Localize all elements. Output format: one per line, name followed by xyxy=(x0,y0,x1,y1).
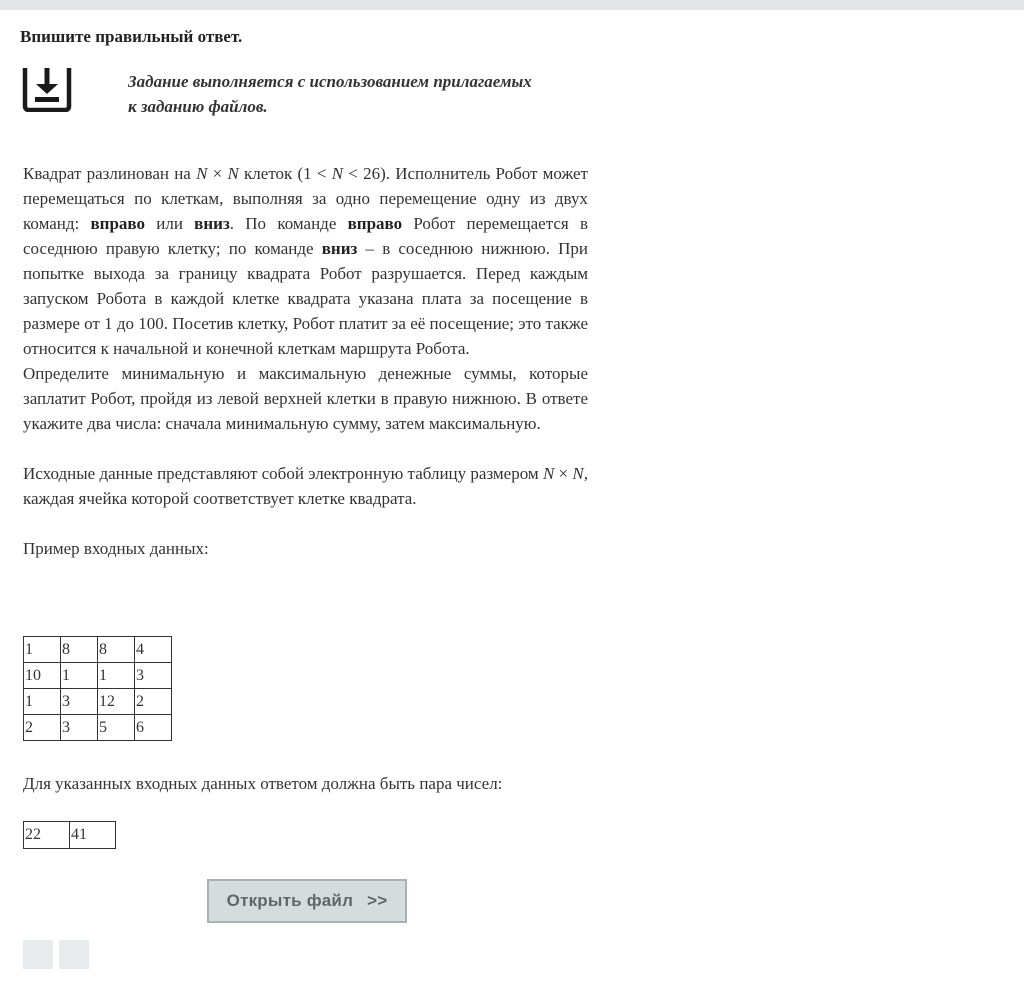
table-row xyxy=(24,637,172,663)
table-cell: 1 xyxy=(24,689,61,715)
task-text xyxy=(23,161,588,561)
table-cell: 6 xyxy=(135,715,172,741)
task-paragraph-3: Исходные данные представляют собой электронную таблицу размером N × N, каждая ячейка которой соответствует клетке квадрата. xyxy=(23,464,588,508)
table-cell: 1 xyxy=(98,663,135,689)
table-row xyxy=(24,822,116,849)
files-note xyxy=(128,69,588,119)
table-cell: 2 xyxy=(135,689,172,715)
table-cell: 5 xyxy=(98,715,135,741)
example-input-table xyxy=(23,636,172,741)
open-file-label: Открыть файл xyxy=(226,891,354,910)
files-note-line2: к заданию файлов. xyxy=(128,97,268,116)
answer-table xyxy=(23,821,116,849)
table-cell: 8 xyxy=(61,637,98,663)
task-paragraph-1: Квадрат разлинован на N × N клеток (1 < N < 26). Исполнитель Робот может перемещаться по клеткам, выполняя за одно перемещение одну из двух команд: вправо или вниз. По команде вправо Робот перемещается в соседнюю правую клетку; по команде вниз – в соседнюю нижнюю. При попытке выхода за границу квадрата Робот разрушается. Перед каждым запуском Робота в каждой клетке квадрата указана плата за посещение в размере от 1 до 100. Посетив клетку, Робот платит за её посещение; это также относится к начальной и конечной клеткам маршрута Робота. xyxy=(23,164,588,358)
answer-max-cell: 41 xyxy=(70,822,116,849)
double-chevron-right-icon: >> xyxy=(367,891,388,910)
table-cell: 4 xyxy=(135,637,172,663)
table-row xyxy=(24,689,172,715)
answer-min-cell: 22 xyxy=(24,822,70,849)
download-icon xyxy=(21,66,73,112)
table-cell: 3 xyxy=(135,663,172,689)
top-bar xyxy=(0,0,1024,10)
table-row xyxy=(24,715,172,741)
table-cell: 1 xyxy=(24,637,61,663)
task-paragraph-2: Определите минимальную и максимальную денежные суммы, которые заплатит Робот, пройдя из левой верхней клетки в правую нижнюю. В ответе укажите два числа: сначала минимальную сумму, затем максимальную. xyxy=(23,364,588,433)
table-cell: 3 xyxy=(61,689,98,715)
table-cell: 12 xyxy=(98,689,135,715)
table-cell: 1 xyxy=(61,663,98,689)
answer-description xyxy=(23,771,588,796)
open-file-button[interactable] xyxy=(207,879,407,923)
table-cell: 3 xyxy=(61,715,98,741)
answer-label: Для указанных входных данных ответом должна быть пара чисел: xyxy=(23,774,503,793)
answer-slot-1[interactable] xyxy=(23,940,53,969)
table-row xyxy=(24,663,172,689)
instruction-heading: Впишите правильный ответ. xyxy=(20,27,243,46)
table-cell: 8 xyxy=(98,637,135,663)
table-cell: 10 xyxy=(24,663,61,689)
answer-slot-2[interactable] xyxy=(59,940,89,969)
table-cell: 2 xyxy=(24,715,61,741)
files-note-line1: Задание выполняется с использованием прилагаемых xyxy=(128,72,532,91)
example-input-label: Пример входных данных: xyxy=(23,539,209,558)
